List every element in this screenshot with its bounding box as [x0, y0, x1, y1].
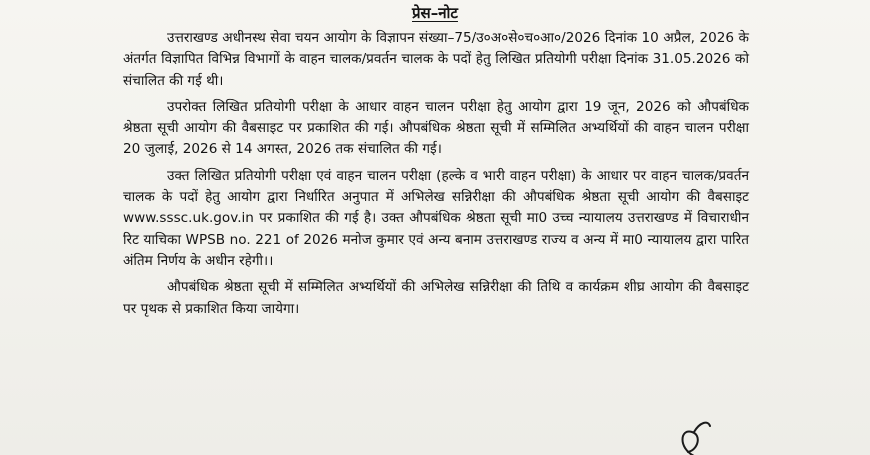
- document-body: [123, 28, 749, 325]
- document-title: [0, 3, 870, 23]
- signature-mark: [672, 418, 732, 455]
- paragraph-document-verification: उक्त लिखित प्रतियोगी परीक्षा एवं वाहन चालन परीक्षा (हल्के व भारी वाहन परीक्षा) के आधार पर वाहन चालक/प्रवर्तन चालक के पदों हेतु आयोग द्वारा निर्धारित अनुपात में अभिलेख सन्निरीक्षा की औपबंधिक श्रेष्ठता सूची आयोग की वैबसाइट www.sssc.uk.gov.in पर प्रकाशित की गई है। उक्त औपबंधिक श्रेष्ठता सूची मा0 उच्च न्यायालय उत्तराखण्ड में विचाराधीन रिट याचिका WPSB no. 221 of 2026 मनोज कुमार एवं अन्य बनाम उत्तराखण्ड राज्य व अन्य में मा0 न्यायालय द्वारा पारित अंतिम निर्णय के अधीन रहेगी।।: [123, 167, 749, 269]
- paragraph-merit-list: उपरोक्त लिखित प्रतियोगी परीक्षा के आधार वाहन चालन परीक्षा हेतु आयोग द्वारा 19 जून, 2026 को औपबंधिक श्रेष्ठता सूची आयोग की वैबसाइट पर प्रकाशित की गई। औपबंधिक श्रेष्ठता सूची में सम्मिलित अभ्यर्थियों की वाहन चालन परीक्षा 20 जुलाई, 2026 से 14 अगस्त, 2026 तक संचालित की गई।: [123, 98, 749, 158]
- document-title-text: प्रेस–नोट: [412, 4, 458, 22]
- paragraph-schedule: औपबंधिक श्रेष्ठता सूची में सम्मिलित अभ्यर्थियों की अभिलेख सन्निरीक्षा की तिथि व कार्यक्रम शीघ्र आयोग की वैबसाइट पर पृथक से प्रकाशित किया जायेगा।: [123, 279, 749, 317]
- paragraph-advertisement: उत्तराखण्ड अधीनस्थ सेवा चयन आयोग के विज्ञापन संख्या–75/उ०अ०से०च०आ०/2026 दिनांक 10 अप्रैल, 2026 के अंतर्गत विज्ञापित विभिन्न विभागों के वाहन चालक/प्रवर्तन चालक के पदों हेतु लिखित प्रतियोगी परीक्षा दिनांक 31.05.2026 को संचालित की गई थी।: [123, 30, 749, 89]
